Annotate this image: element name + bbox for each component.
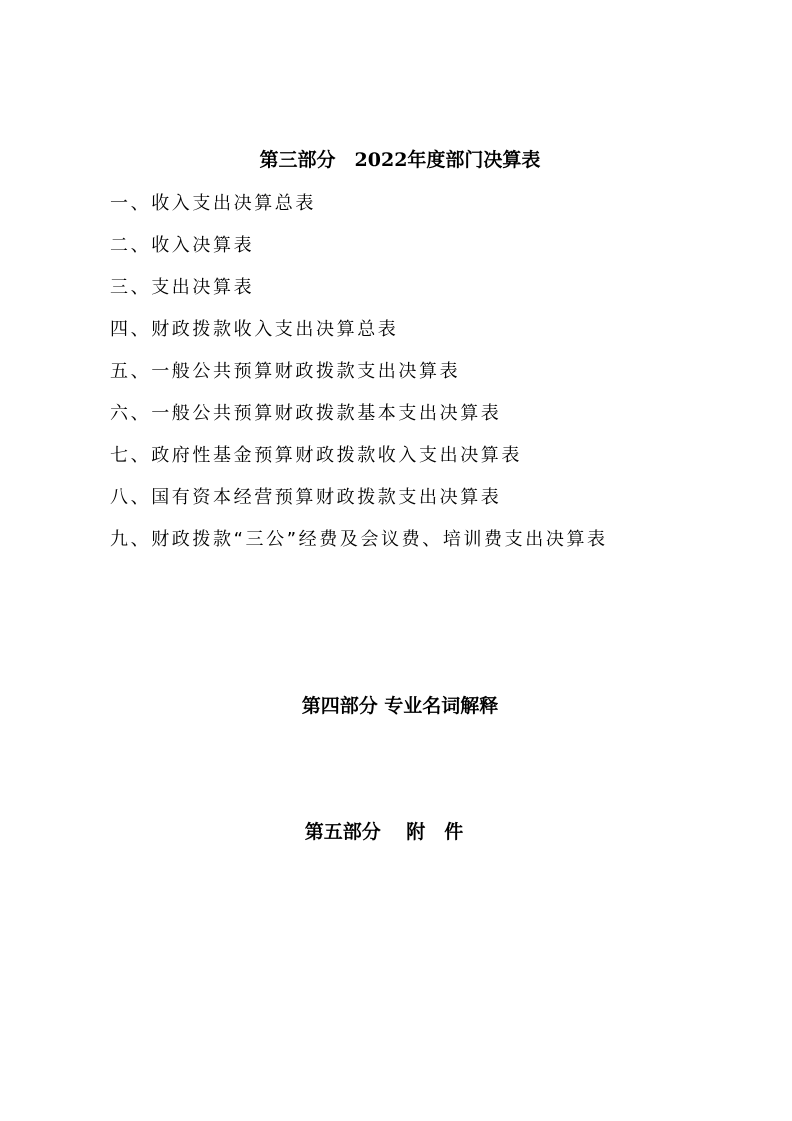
list-item: 六、一般公共预算财政拨款基本支出决算表	[110, 403, 502, 424]
section-title-part5: 第五部分 附 件	[304, 821, 464, 843]
list-item: 五、一般公共预算财政拨款支出决算表	[110, 361, 461, 382]
list-item: 一、收入支出决算总表	[110, 193, 316, 214]
table-list	[110, 192, 608, 570]
list-item: 三、支出决算表	[110, 277, 255, 298]
list-item: 七、政府性基金预算财政拨款收入支出决算表	[110, 445, 522, 466]
list-item: 二、收入决算表	[110, 235, 255, 256]
list-item: 八、国有资本经营预算财政拨款支出决算表	[110, 487, 502, 508]
list-item: 四、财政拨款收入支出决算总表	[110, 319, 399, 340]
section-title-part3: 第三部分 2022年度部门决算表	[259, 149, 541, 171]
section-title-part4: 第四部分 专业名词解释	[301, 695, 499, 717]
list-item: 九、财政拨款“三公”经费及会议费、培训费支出决算表	[110, 529, 608, 550]
